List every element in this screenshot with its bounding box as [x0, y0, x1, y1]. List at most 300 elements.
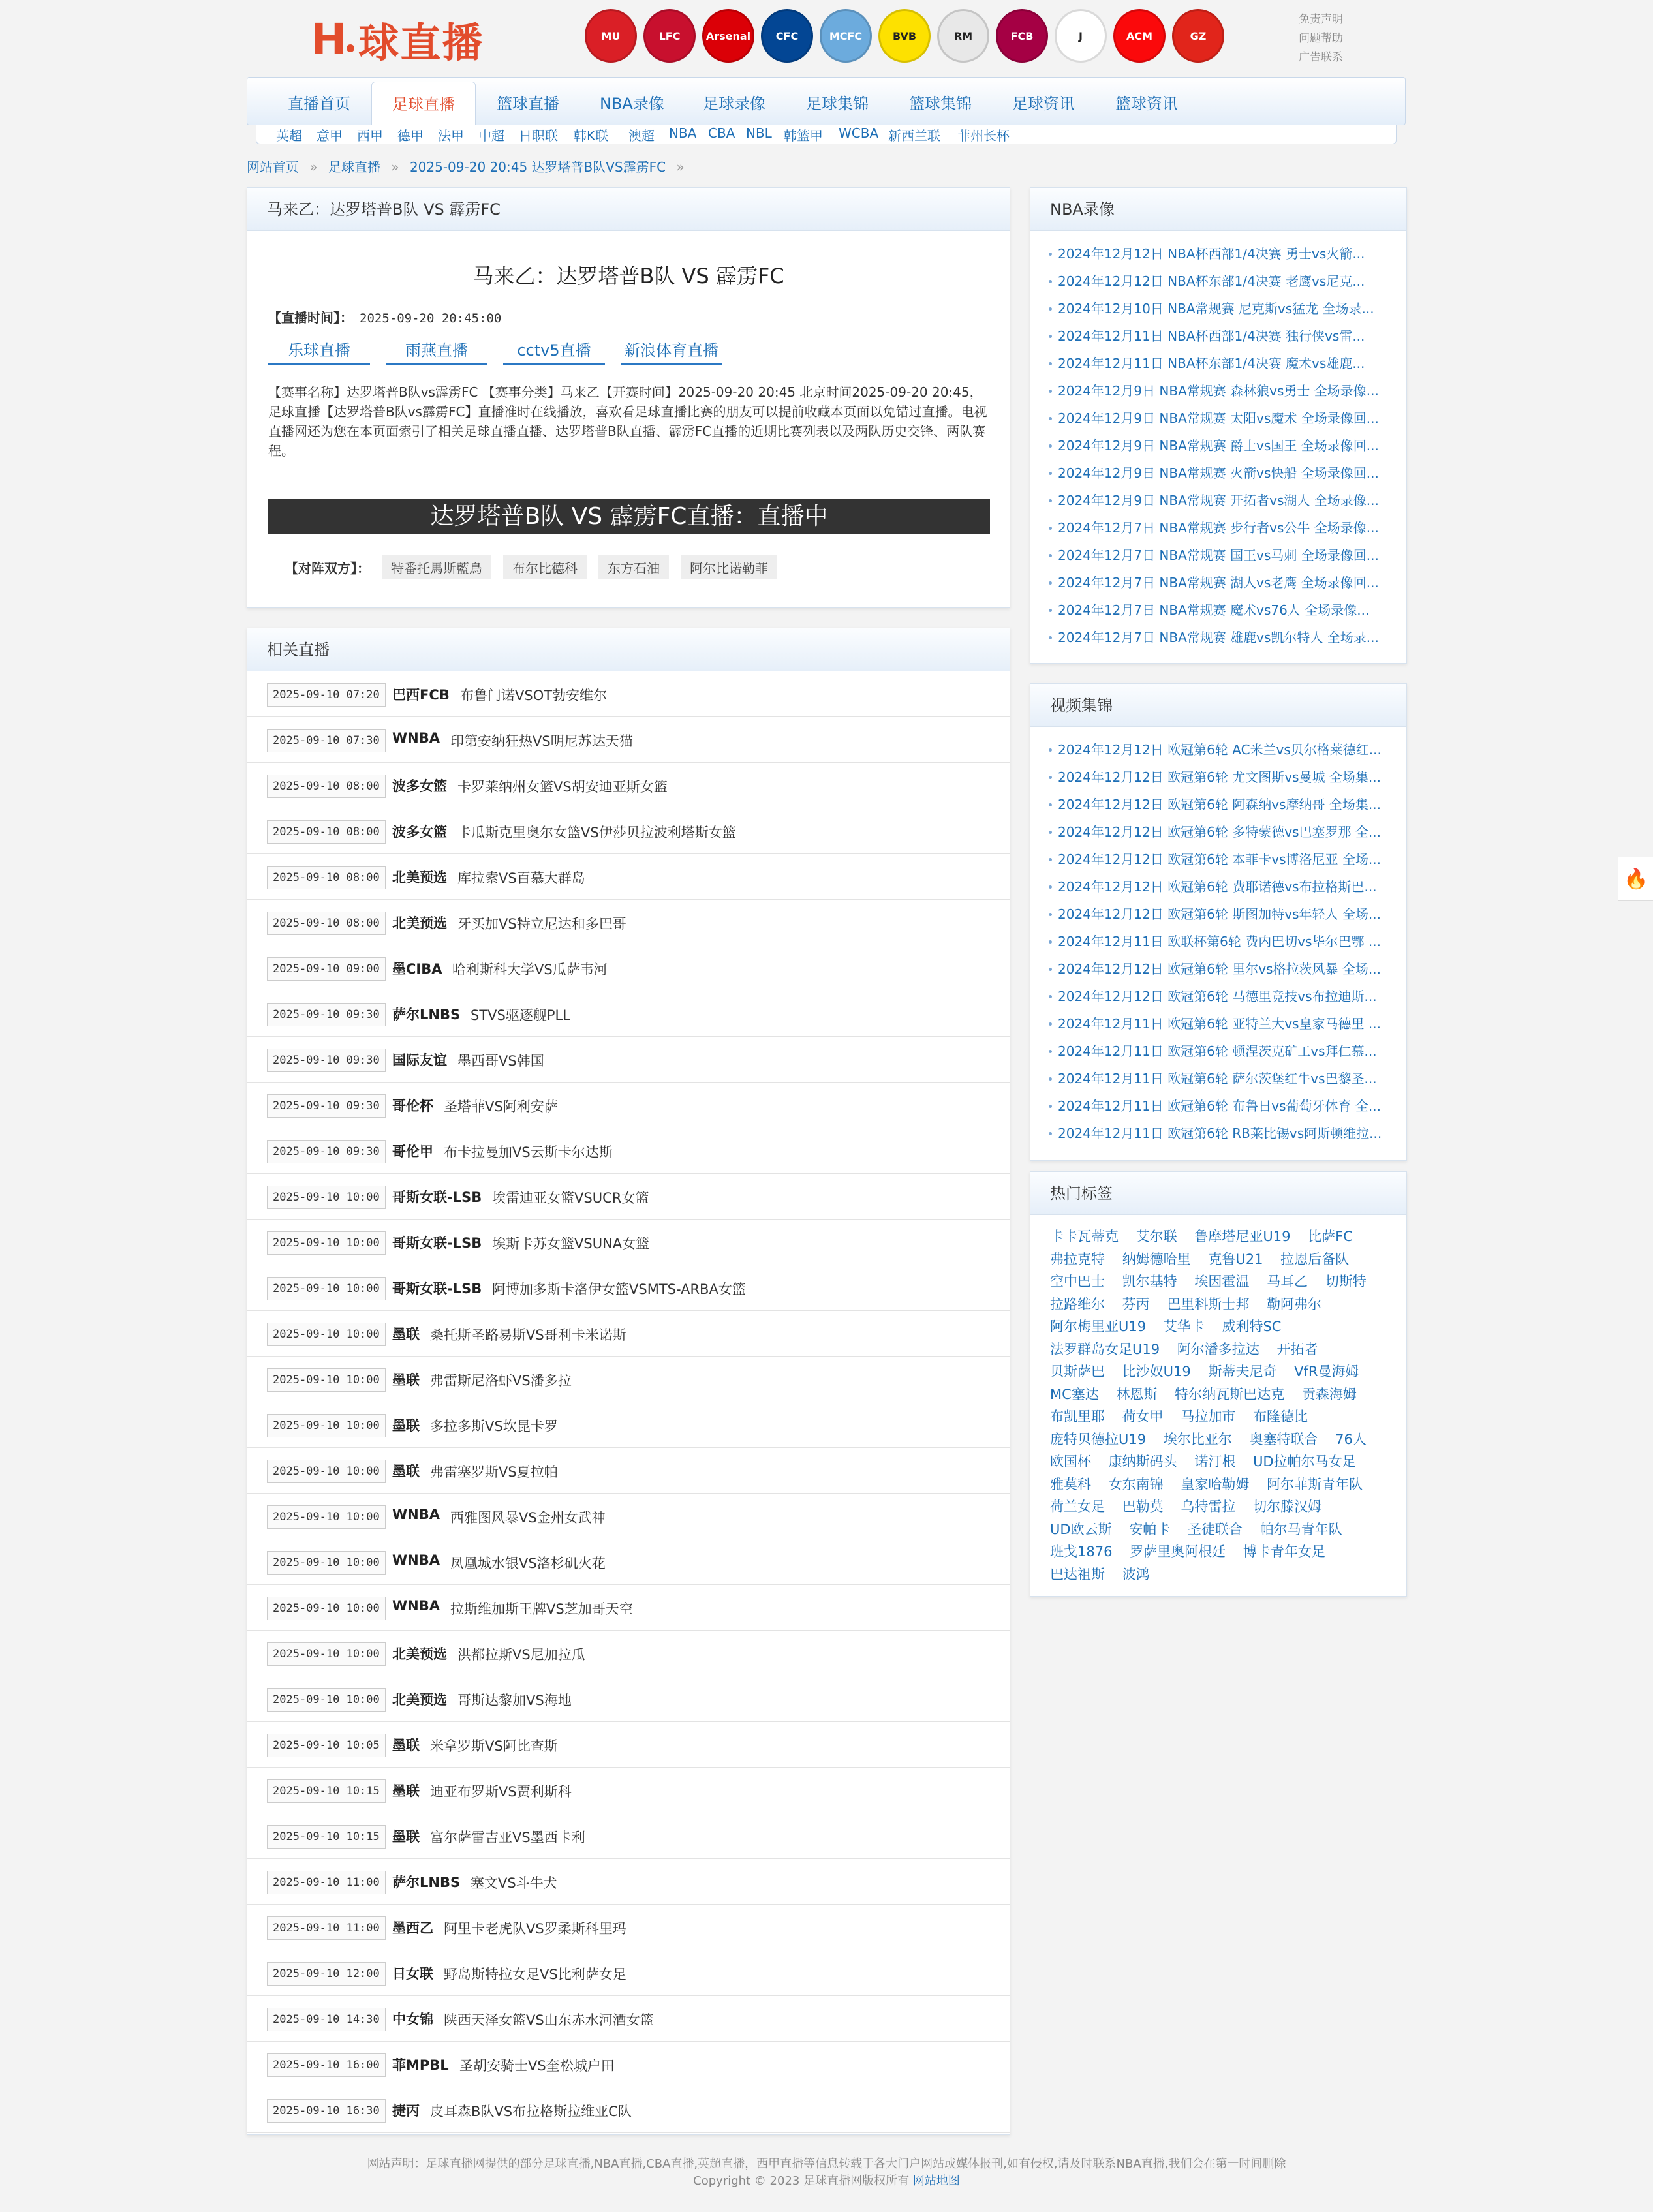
league-name: 波多女篮 — [392, 824, 447, 840]
hot-tag-link[interactable]: 布凯里耶 — [1050, 1409, 1105, 1424]
hot-tag-link[interactable]: 圣徒联合 — [1187, 1521, 1243, 1537]
related-live-row[interactable] — [247, 1402, 1010, 1448]
league-name: 墨CIBA — [392, 961, 442, 977]
nav-live-home[interactable]: 直播首页 — [288, 95, 350, 113]
nba-replay-link[interactable]: 2024年12月12日 NBA杯东部1/4决赛 老鹰vs尼克... — [1049, 268, 1406, 295]
match-teams-link[interactable]: 卡瓜斯克里奥尔女篮VS伊莎贝拉波利塔斯女篮 — [457, 825, 736, 840]
breadcrumb-separator: » — [676, 159, 685, 175]
subnav-item[interactable]: 菲州长杯 — [957, 128, 1010, 144]
related-live-row[interactable] — [247, 1585, 1010, 1631]
match-time: 2025-09-10 16:00 — [267, 2053, 386, 2077]
match-teams-link[interactable]: 多拉多斯VS坎昆卡罗 — [430, 1419, 558, 1434]
hot-tag-link[interactable]: VfR曼海姆 — [1294, 1364, 1359, 1379]
league-name: 国际友谊 — [392, 1052, 447, 1068]
related-live-row[interactable] — [247, 763, 1010, 808]
main-nav — [247, 77, 1406, 125]
match-teams-link[interactable]: 迪亚布罗斯VS贾利斯科 — [430, 1784, 572, 1800]
hot-tag-link[interactable]: 波鸿 — [1122, 1566, 1150, 1582]
nba-replay-link[interactable]: 2024年12月7日 NBA常规赛 国王vs马刺 全场录像回... — [1049, 542, 1406, 569]
logo-dot — [347, 44, 354, 52]
match-teams-link[interactable]: 弗雷塞罗斯VS夏拉帕 — [430, 1464, 558, 1480]
hot-tag-link[interactable]: 荷女甲 — [1122, 1409, 1164, 1424]
match-teams-link[interactable]: 富尔萨雷吉亚VS墨西卡利 — [430, 1830, 585, 1845]
nav-football-highlights[interactable]: 足球集锦 — [806, 95, 869, 113]
related-live-row[interactable] — [247, 1037, 1010, 1083]
hot-tag-link[interactable]: 布隆德比 — [1253, 1409, 1308, 1424]
nba-replay-link[interactable]: 2024年12月7日 NBA常规赛 湖人vs老鹰 全场录像回... — [1049, 569, 1406, 596]
match-teams-link[interactable]: 陕西天泽女篮VS山东赤水河酒女篮 — [444, 2012, 654, 2028]
highlight-link[interactable]: 2024年12月11日 欧联杯第6轮 费内巴切vs毕尔巴鄂 ... — [1049, 928, 1406, 955]
hot-tag-link[interactable]: 克鲁U21 — [1208, 1251, 1263, 1267]
highlight-link[interactable]: 2024年12月12日 欧冠第6轮 AC米兰vs贝尔格莱德红... — [1049, 736, 1406, 763]
related-live-header: 相关直播 — [247, 628, 1010, 671]
subnav-item[interactable]: 英超 — [276, 128, 302, 144]
hot-tag-link[interactable]: 罗萨里奥阿根廷 — [1130, 1544, 1226, 1559]
match-time: 2025-09-10 09:30 — [267, 1140, 386, 1163]
league-name: WNBA — [392, 730, 440, 746]
match-teams-link[interactable]: 阿里卡老虎队VS罗柔斯科里玛 — [444, 1921, 626, 1937]
hot-tag-link[interactable]: 巴勒莫 — [1122, 1499, 1164, 1514]
nba-replay-link[interactable]: 2024年12月11日 NBA杯西部1/4决赛 独行侠vs雷... — [1049, 322, 1406, 350]
liverpool-icon[interactable]: LFC — [643, 9, 696, 63]
nba-replay-link[interactable]: 2024年12月12日 NBA杯西部1/4决赛 勇士vs火箭... — [1049, 240, 1406, 268]
league-name: 萨尔LNBS — [392, 1007, 461, 1022]
stream-links — [268, 335, 722, 365]
opponents — [285, 555, 777, 579]
breadcrumb-current[interactable]: 2025-09-20 20:45 达罗塔普B队VS霹雳FC — [409, 159, 666, 175]
league-name: 萨尔LNBS — [392, 1875, 461, 1890]
match-time: 2025-09-10 10:00 — [267, 1368, 386, 1392]
breadcrumb-section[interactable]: 足球直播 — [328, 159, 380, 175]
nav-football-live-label: 足球直播 — [392, 95, 455, 114]
match-teams-link[interactable]: 哈利斯科大学VS瓜萨韦河 — [452, 962, 608, 977]
sitemap-link[interactable]: 网站地图 — [912, 2174, 960, 2188]
highlight-link[interactable]: 2024年12月12日 欧冠第6轮 马德里竞技vs布拉迪斯... — [1049, 983, 1406, 1010]
hot-tag-link[interactable]: UD拉帕尔马女足 — [1253, 1454, 1356, 1469]
match-time: 2025-09-10 16:30 — [267, 2099, 386, 2123]
related-live-row[interactable] — [247, 991, 1010, 1037]
related-live-row[interactable] — [247, 1174, 1010, 1220]
nba-replay-link[interactable]: 2024年12月9日 NBA常规赛 太阳vs魔术 全场录像回... — [1049, 405, 1406, 432]
hot-tag-link[interactable]: 法罗群岛女足U19 — [1050, 1341, 1160, 1357]
subnav-item[interactable]: 中超 — [478, 128, 504, 144]
subnav-item[interactable]: 西甲 — [357, 128, 383, 144]
match-teams-link[interactable]: 圣塔菲VS阿利安萨 — [444, 1099, 558, 1114]
subnav-item[interactable]: WCBA — [839, 125, 879, 141]
hot-tag-link[interactable]: 76人 — [1335, 1431, 1367, 1447]
nba-replay-panel — [1030, 187, 1407, 664]
nba-replay-link[interactable]: 2024年12月7日 NBA常规赛 魔术vs76人 全场录像... — [1049, 596, 1406, 624]
site-logo[interactable] — [311, 13, 484, 65]
match-time: 2025-09-10 10:15 — [267, 1825, 386, 1849]
league-name: 哥伦杯 — [392, 1098, 433, 1114]
real-madrid-icon[interactable]: RM — [937, 9, 989, 63]
match-time: 2025-09-10 09:30 — [267, 1094, 386, 1118]
subnav-item[interactable]: CBA — [708, 125, 735, 141]
match-teams-link[interactable]: 桑托斯圣路易斯VS哥利卡米诺斯 — [430, 1327, 626, 1343]
hot-tag-link[interactable]: 马耳乙 — [1267, 1274, 1308, 1289]
related-live-row[interactable] — [247, 1631, 1010, 1676]
hot-tag-link[interactable]: 弗拉克特 — [1050, 1251, 1105, 1267]
footer-disclaimer: 网站声明：足球直播网提供的部分足球直播,NBA直播,CBA直播,英超直播，西甲直播等信息转载于各大门户网站或媒体报刊,如有侵权,请及时联系NBA直播,我们会在第一时间删除 — [367, 2157, 1286, 2171]
subnav-item[interactable]: 法甲 — [438, 128, 464, 144]
related-live-list — [247, 671, 1010, 2133]
league-name: WNBA — [392, 1598, 440, 1614]
related-live-row[interactable] — [247, 2087, 1010, 2133]
nba-replay-link[interactable]: 2024年12月9日 NBA常规赛 开拓者vs湖人 全场录像... — [1049, 487, 1406, 514]
hot-tag-link[interactable]: 荷兰女足 — [1050, 1499, 1105, 1514]
hot-tag-link[interactable]: 埃因霍温 — [1194, 1274, 1250, 1289]
nav-nba-replay[interactable]: NBA录像 — [600, 95, 664, 113]
hot-tag-link[interactable]: 特尔纳瓦斯巴达克 — [1175, 1386, 1285, 1402]
league-subnav — [256, 125, 1397, 144]
match-time: 2025-09-10 07:30 — [267, 729, 386, 752]
nav-basketball-live[interactable]: 篮球直播 — [497, 95, 559, 113]
nba-replay-link[interactable]: 2024年12月11日 NBA杯东部1/4决赛 魔术vs雄鹿... — [1049, 350, 1406, 377]
dortmund-icon[interactable]: BVB — [878, 9, 931, 63]
league-name: 墨联 — [392, 1372, 420, 1388]
match-description: 【赛事名称】达罗塔普B队vs霹雳FC 【赛事分类】马来乙【开赛时间】2025-09-20 20:45 北京时间2025-09-20 20:45，足球直播【达罗塔普B队vs霹雳FC】直播准时在线播放，喜欢看足球直播比赛的朋友可以提前收藏本页面以免错过直播。电视直播网还为您在本页面索引了相关足球直播直播、达罗塔普B队直播、霹雳FC直播的近期比赛列表以及两队历史交锋、两队赛程。 — [268, 384, 987, 459]
hot-tag-link[interactable]: 庞特贝德拉U19 — [1050, 1431, 1147, 1447]
league-name: 哥伦甲 — [392, 1144, 433, 1160]
related-live-row[interactable] — [247, 1905, 1010, 1950]
footer — [0, 2156, 1653, 2190]
subnav-item[interactable]: NBL — [746, 125, 772, 141]
hot-tag-link[interactable]: 马拉加市 — [1181, 1409, 1236, 1424]
match-teams-link[interactable]: 印第安纳狂热VS明尼苏达天猫 — [450, 733, 633, 749]
match-time: 2025-09-10 10:00 — [267, 1460, 386, 1483]
match-teams-link[interactable]: 弗雷斯尼洛虾VS潘多拉 — [430, 1373, 572, 1389]
footer-copyright: Copyright © 2023 足球直播网版权所有 — [693, 2174, 910, 2188]
match-time: 2025-09-10 09:30 — [267, 1003, 386, 1026]
match-teams-link[interactable]: 埃雷迪亚女篮VSUCR女篮 — [492, 1190, 649, 1206]
match-time: 2025-09-10 10:00 — [267, 1505, 386, 1529]
match-title: 马来乙：达罗塔普B队 VS 霹雳FC — [472, 264, 784, 288]
hot-tag-link[interactable]: MC塞达 — [1050, 1386, 1099, 1402]
related-live-row[interactable] — [247, 1083, 1010, 1128]
hot-tag-link[interactable]: 康纳斯码头 — [1108, 1454, 1177, 1469]
related-live-row[interactable] — [247, 854, 1010, 900]
league-name: 墨西乙 — [392, 1920, 433, 1936]
hot-tag-link[interactable]: 诺汀根 — [1194, 1454, 1236, 1469]
breadcrumb-separator: » — [309, 159, 318, 175]
manchester-united-icon[interactable]: MU — [585, 9, 637, 63]
nba-replay-link[interactable]: 2024年12月7日 NBA常规赛 雄鹿vs凯尔特人 全场录... — [1049, 624, 1406, 651]
match-teams-link[interactable]: 洪都拉斯VS尼加拉瓜 — [457, 1647, 585, 1663]
highlight-link[interactable]: 2024年12月11日 欧冠第6轮 布鲁日vs葡萄牙体育 全... — [1049, 1092, 1406, 1120]
highlights-list — [1030, 727, 1406, 1147]
hot-tag-link[interactable]: 威利特SC — [1222, 1319, 1282, 1334]
hot-tag-link[interactable]: 帕尔马青年队 — [1259, 1521, 1342, 1537]
related-live-row[interactable] — [247, 900, 1010, 945]
match-teams-link[interactable]: 圣胡安骑士VS奎松城户田 — [459, 2058, 615, 2074]
match-time: 2025-09-10 10:00 — [267, 1277, 386, 1300]
hot-tag-link[interactable]: 安帕卡 — [1129, 1521, 1171, 1537]
hot-tags-header: 热门标签 — [1030, 1172, 1406, 1215]
related-live-panel — [247, 628, 1010, 2135]
match-time-value: 2025-09-20 20:45:00 — [360, 311, 502, 326]
hot-tag-link[interactable]: 雅莫科 — [1050, 1476, 1091, 1492]
hot-tag-link[interactable]: 斯蒂夫尼奇 — [1208, 1364, 1277, 1379]
related-live-row[interactable] — [247, 1265, 1010, 1311]
stream-link[interactable]: 新浪体育直播 — [621, 335, 722, 365]
logo-text: 球直播 — [358, 18, 484, 67]
breadcrumb-separator: » — [391, 159, 399, 175]
match-teams-link[interactable]: 墨西哥VS韩国 — [457, 1053, 544, 1069]
hot-tag-link[interactable]: 切斯特 — [1325, 1274, 1367, 1289]
hot-tag-link[interactable]: 艾华卡 — [1163, 1319, 1205, 1334]
nav-basketball-highlights[interactable]: 篮球集锦 — [909, 95, 972, 113]
subnav-item[interactable]: NBA — [669, 125, 697, 141]
subnav-item[interactable]: 澳超 — [628, 128, 655, 144]
hot-tag-link[interactable]: 凯尔基特 — [1122, 1274, 1177, 1289]
highlight-link[interactable]: 2024年12月11日 欧冠第6轮 顿涅茨克矿工vs拜仁慕... — [1049, 1037, 1406, 1065]
related-live-row[interactable] — [247, 945, 1010, 991]
highlight-link[interactable]: 2024年12月12日 欧冠第6轮 多特蒙德vs巴塞罗那 全... — [1049, 818, 1406, 846]
league-name: 墨联 — [392, 1783, 420, 1799]
match-teams-link[interactable]: 西雅图风暴VS金州女武神 — [450, 1510, 606, 1526]
related-live-row[interactable] — [247, 1220, 1010, 1265]
hot-tag-link[interactable]: 拉恩后备队 — [1280, 1251, 1350, 1267]
nba-replay-link[interactable]: 2024年12月7日 NBA常规赛 步行者vs公牛 全场录像... — [1049, 514, 1406, 542]
subnav-item[interactable]: 意甲 — [317, 128, 343, 144]
match-teams-link[interactable]: 哥斯达黎加VS海地 — [457, 1693, 572, 1708]
highlight-link[interactable]: 2024年12月12日 欧冠第6轮 斯图加特vs年轻人 全场... — [1049, 900, 1406, 928]
nav-football-live[interactable] — [371, 82, 476, 126]
match-teams-link[interactable]: 米拿罗斯VS阿比查斯 — [430, 1738, 558, 1754]
hot-tag-link[interactable]: 卡卡瓦蒂克 — [1050, 1229, 1119, 1244]
match-teams-link[interactable]: 埃斯卡苏女篮VSUNA女篮 — [492, 1236, 650, 1252]
logo-letter: H — [311, 14, 347, 65]
match-time-label: 【直播时间】： — [268, 310, 353, 326]
hot-tag-link[interactable]: 鲁摩塔尼亚U19 — [1194, 1229, 1291, 1244]
hot-tag-link[interactable]: 勒阿弗尔 — [1267, 1296, 1322, 1312]
match-time: 2025-09-10 10:15 — [267, 1779, 386, 1803]
match-teams-link[interactable]: 阿博加多斯卡洛伊女篮VSMTS-ARBA女篮 — [492, 1282, 746, 1297]
breadcrumb-home[interactable]: 网站首页 — [247, 159, 299, 175]
nba-replay-link[interactable]: 2024年12月9日 NBA常规赛 火箭vs快船 全场录像回... — [1049, 459, 1406, 487]
hot-tag-link[interactable]: 巴达祖斯 — [1050, 1566, 1105, 1582]
fire-icon[interactable]: 🔥 — [1618, 857, 1653, 901]
match-time: 2025-09-10 10:00 — [267, 1231, 386, 1255]
subnav-item[interactable]: 日职联 — [519, 128, 558, 144]
related-live-row[interactable] — [247, 1950, 1010, 1996]
help-link[interactable]: 问题帮助 — [1299, 32, 1343, 45]
hot-tag-link[interactable]: 拉路维尔 — [1050, 1296, 1105, 1312]
team-tag[interactable]: 特番托馬斯藍鳥 — [382, 555, 491, 579]
league-name: 北美预选 — [392, 1692, 447, 1708]
match-time: 2025-09-10 09:30 — [267, 1049, 386, 1072]
highlight-link[interactable]: 2024年12月11日 欧冠第6轮 亚特兰大vs皇家马德里 ... — [1049, 1010, 1406, 1037]
nba-replay-list — [1030, 231, 1406, 651]
related-live-row[interactable] — [247, 1996, 1010, 2042]
match-time: 2025-09-10 07:20 — [267, 683, 386, 707]
hot-tag-link[interactable]: 纳姆德哈里 — [1122, 1251, 1191, 1267]
match-time: 2025-09-10 10:05 — [267, 1734, 386, 1757]
related-live-row[interactable] — [247, 1448, 1010, 1494]
match-time: 2025-09-10 14:30 — [267, 2008, 386, 2031]
related-live-row[interactable] — [247, 1676, 1010, 1722]
disclaimer-link[interactable]: 免责声明 — [1299, 13, 1343, 26]
related-live-row[interactable] — [247, 1128, 1010, 1174]
breadcrumb — [247, 157, 691, 176]
match-teams-link[interactable]: 野岛斯特拉女足VS比利萨女足 — [444, 1967, 626, 1982]
related-live-row[interactable] — [247, 1768, 1010, 1813]
match-teams-link[interactable]: 牙买加VS特立尼达和多巴哥 — [457, 916, 626, 932]
match-time: 2025-09-10 11:00 — [267, 1916, 386, 1940]
related-live-row[interactable] — [247, 1722, 1010, 1768]
hot-tag-link[interactable]: 班戈1876 — [1050, 1544, 1113, 1559]
league-name: 哥斯女联-LSB — [392, 1190, 482, 1205]
hot-tags-list — [1030, 1215, 1406, 1586]
nav-basketball-news[interactable]: 篮球资讯 — [1115, 95, 1178, 113]
highlight-link[interactable]: 2024年12月12日 欧冠第6轮 里尔vs格拉茨风暴 全场... — [1049, 955, 1406, 983]
match-teams-link[interactable]: 皮耳森B队VS布拉格斯拉维亚C队 — [430, 2104, 632, 2119]
guangzhou-icon[interactable]: GZ — [1172, 9, 1224, 63]
related-live-row[interactable] — [247, 1357, 1010, 1402]
hot-tag-link[interactable]: 芬丙 — [1122, 1296, 1150, 1312]
stream-link[interactable]: cctv5直播 — [503, 335, 605, 365]
related-live-row[interactable] — [247, 2042, 1010, 2087]
hot-tag-link[interactable]: 比沙奴U19 — [1122, 1364, 1191, 1379]
related-live-row[interactable] — [247, 1859, 1010, 1905]
nav-football-news[interactable]: 足球资讯 — [1012, 95, 1075, 113]
club-logos — [585, 9, 1224, 63]
team-tag[interactable]: 东方石油 — [598, 555, 669, 579]
league-name: 北美预选 — [392, 870, 447, 885]
league-name: 中女锦 — [392, 2012, 433, 2027]
match-panel-header: 马来乙：达罗塔普B队 VS 霹雳FC — [247, 188, 1010, 231]
hot-tag-link[interactable]: 皇家哈勒姆 — [1181, 1476, 1250, 1492]
highlight-link[interactable]: 2024年12月11日 欧冠第6轮 RB莱比锡vs阿斯顿维拉... — [1049, 1120, 1406, 1147]
highlight-link[interactable]: 2024年12月11日 欧冠第6轮 萨尔茨堡红牛vs巴黎圣... — [1049, 1065, 1406, 1092]
match-teams-link[interactable]: 布鲁门诺VSOT勃安维尔 — [460, 688, 608, 703]
match-time: 2025-09-10 10:00 — [267, 1597, 386, 1620]
team-tag[interactable]: 布尔比德科 — [503, 555, 587, 579]
nav-football-replay[interactable]: 足球录像 — [703, 95, 765, 113]
related-live-row[interactable] — [247, 1311, 1010, 1357]
match-time: 2025-09-10 08:00 — [267, 775, 386, 798]
league-name: 北美预选 — [392, 1646, 447, 1662]
barcelona-icon[interactable]: FCB — [996, 9, 1048, 63]
highlights-panel — [1030, 683, 1407, 1161]
subnav-item[interactable]: 新西兰联 — [888, 128, 940, 144]
hot-tag-link[interactable]: UD欧云斯 — [1050, 1521, 1112, 1537]
highlight-link[interactable]: 2024年12月12日 欧冠第6轮 本菲卡vs博洛尼亚 全场... — [1049, 846, 1406, 873]
league-name: 墨联 — [392, 1738, 420, 1753]
chelsea-icon[interactable]: CFC — [761, 9, 813, 63]
hot-tag-link[interactable]: 阿尔菲斯青年队 — [1267, 1476, 1363, 1492]
match-time: 2025-09-10 08:00 — [267, 820, 386, 844]
arsenal-icon[interactable]: Arsenal — [702, 9, 754, 63]
league-name: 北美预选 — [392, 915, 447, 931]
related-live-row[interactable] — [247, 808, 1010, 854]
match-time: 2025-09-10 08:00 — [267, 912, 386, 935]
match-time: 2025-09-10 10:00 — [267, 1186, 386, 1209]
hot-tag-link[interactable]: 奥塞特联合 — [1249, 1431, 1318, 1447]
hot-tag-link[interactable]: 博卡青年女足 — [1243, 1544, 1325, 1559]
hot-tags-panel — [1030, 1171, 1407, 1597]
opponents-label: 【对阵双方】： — [285, 561, 370, 576]
related-live-row[interactable] — [247, 1539, 1010, 1585]
footer-copyright-line — [0, 2173, 1653, 2190]
match-teams-link[interactable]: 拉斯维加斯王牌VS芝加哥天空 — [450, 1601, 633, 1617]
ads-contact-link[interactable]: 广告联系 — [1299, 51, 1343, 64]
hot-tag-link[interactable]: 开拓者 — [1276, 1341, 1318, 1357]
league-name: 日女联 — [392, 1966, 433, 1982]
nba-replay-link[interactable]: 2024年12月9日 NBA常规赛 爵士vs国王 全场录像回... — [1049, 432, 1406, 459]
nba-replay-link[interactable]: 2024年12月9日 NBA常规赛 森林狼vs勇士 全场录像... — [1049, 377, 1406, 405]
hot-tag-link[interactable]: 阿尔梅里亚U19 — [1050, 1319, 1147, 1334]
match-time: 2025-09-10 10:00 — [267, 1323, 386, 1346]
match-teams-link[interactable]: 布卡拉曼加VS云斯卡尔达斯 — [444, 1144, 613, 1160]
league-name: 捷丙 — [392, 2103, 420, 2119]
league-name: 墨联 — [392, 1418, 420, 1434]
subnav-item[interactable]: 德甲 — [397, 128, 424, 144]
match-teams-link[interactable]: 凤凰城水银VS洛杉矶火花 — [450, 1556, 606, 1571]
juventus-icon[interactable]: J — [1055, 9, 1107, 63]
league-name: 墨联 — [392, 1829, 420, 1845]
subnav-item[interactable]: 韩篮甲 — [784, 128, 823, 144]
live-status-bar[interactable]: 达罗塔普B队 VS 霹雳FC直播：直播中 — [268, 499, 990, 534]
ac-milan-icon[interactable]: ACM — [1113, 9, 1166, 63]
match-time: 2025-09-10 08:00 — [267, 866, 386, 889]
nba-replay-link[interactable]: 2024年12月10日 NBA常规赛 尼克斯vs猛龙 全场录... — [1049, 295, 1406, 322]
match-time: 2025-09-10 10:00 — [267, 1688, 386, 1712]
hot-tag-link[interactable]: 艾尔联 — [1135, 1229, 1177, 1244]
league-name: 波多女篮 — [392, 778, 447, 794]
hot-tag-link[interactable]: 比萨FC — [1308, 1229, 1353, 1244]
highlights-header: 视频集锦 — [1030, 684, 1406, 727]
match-teams-link[interactable]: 卡罗莱纳州女篮VS胡安迪亚斯女篮 — [457, 779, 668, 795]
match-teams-link[interactable]: STVS驱逐舰PLL — [471, 1007, 570, 1023]
top-links — [1299, 10, 1343, 67]
hot-tag-link[interactable]: 切尔滕汉姆 — [1253, 1499, 1322, 1514]
related-live-row[interactable] — [247, 717, 1010, 763]
hot-tag-link[interactable]: 女东南锦 — [1108, 1476, 1164, 1492]
match-teams-link[interactable]: 塞文VS斗牛犬 — [471, 1875, 557, 1891]
team-tag[interactable]: 阿尔比诺勒菲 — [681, 555, 777, 579]
stream-link[interactable]: 雨燕直播 — [386, 335, 487, 365]
league-name: 墨联 — [392, 1327, 420, 1342]
highlight-link[interactable]: 2024年12月12日 欧冠第6轮 尤文图斯vs曼城 全场集... — [1049, 763, 1406, 791]
related-live-row[interactable] — [247, 1494, 1010, 1539]
hot-tag-link[interactable]: 欧国杯 — [1050, 1454, 1091, 1469]
match-teams-link[interactable]: 库拉索VS百慕大群岛 — [457, 870, 585, 886]
highlight-link[interactable]: 2024年12月12日 欧冠第6轮 费耶诺德vs布拉格斯巴... — [1049, 873, 1406, 900]
manchester-city-icon[interactable]: MCFC — [820, 9, 872, 63]
stream-link[interactable]: 乐球直播 — [268, 335, 370, 365]
league-name: WNBA — [392, 1552, 440, 1568]
hot-tag-link[interactable]: 阿尔潘多拉达 — [1177, 1341, 1259, 1357]
hot-tag-link[interactable]: 贝斯萨巴 — [1050, 1364, 1105, 1379]
hot-tag-link[interactable]: 林恩斯 — [1116, 1386, 1158, 1402]
subnav-item[interactable]: 韩K联 — [574, 128, 609, 144]
highlight-link[interactable]: 2024年12月12日 欧冠第6轮 阿森纳vs摩纳哥 全场集... — [1049, 791, 1406, 818]
match-panel — [247, 187, 1010, 608]
hot-tag-link[interactable]: 巴里科斯士邦 — [1167, 1296, 1250, 1312]
hot-tag-link[interactable]: 空中巴士 — [1050, 1274, 1105, 1289]
related-live-row[interactable] — [247, 671, 1010, 717]
league-name: 菲MPBL — [392, 2057, 449, 2073]
match-time: 2025-09-10 09:00 — [267, 957, 386, 981]
hot-tag-link[interactable]: 贡森海姆 — [1301, 1386, 1357, 1402]
related-live-row[interactable] — [247, 1813, 1010, 1859]
hot-tag-link[interactable]: 乌特雷拉 — [1181, 1499, 1236, 1514]
hot-tag-link[interactable]: 埃尔比亚尔 — [1163, 1431, 1232, 1447]
match-time: 2025-09-10 10:00 — [267, 1551, 386, 1575]
league-name: 巴西FCB — [392, 687, 450, 703]
